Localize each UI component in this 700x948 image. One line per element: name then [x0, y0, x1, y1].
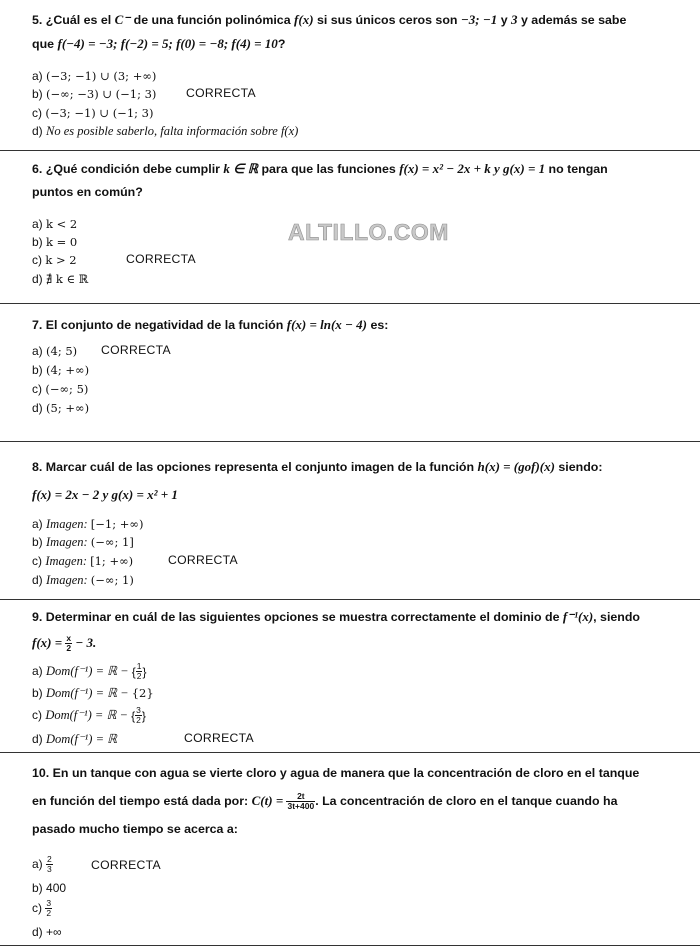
question-9-stem: 9. Determinar en cuál de las siguientes opciones se muestra correctamente el dominio de f⁻¹(x), siendo f(x) = $\frac{x}{2}$ − 3.	[32, 609, 640, 654]
option-d: d) ∄ k ∈ ℝ	[32, 272, 89, 286]
correct-marker: CORRECTA	[101, 343, 171, 357]
option-d: d) (5; +∞)	[32, 401, 90, 415]
correct-marker: CORRECTA	[186, 86, 256, 100]
option-a: a) Imagen: [−1; +∞)	[32, 517, 144, 531]
option-b: b) 400	[32, 881, 67, 895]
option-c: c) (−3; −1) ∪ (−1; 3)	[32, 106, 154, 120]
option-c: c) k > 2	[32, 253, 77, 267]
option-a: a) $\frac{2}{3}$	[32, 854, 52, 875]
correct-marker: CORRECTA	[91, 858, 161, 872]
question-6-stem: 6. ¿Qué condición debe cumplir k ∈ ℝ para que las funciones f(x) = x² − 2x + k y g(x) = 1 no tengan puntos en común?	[32, 161, 608, 199]
option-a: a) (4; 5)	[32, 344, 78, 358]
option-c: c) Imagen: [1; +∞)	[32, 554, 134, 568]
option-c: c) $\frac{3}{2}$	[32, 898, 52, 919]
option-d: d) Imagen: (−∞; 1)	[32, 573, 134, 587]
correct-marker: CORRECTA	[126, 252, 196, 266]
option-a: a) (−3; −1) ∪ (3; +∞)	[32, 69, 157, 83]
watermark: ALTILLO.COM	[288, 219, 449, 245]
divider	[0, 303, 700, 304]
fraction: $\frac{x}{2}$	[66, 633, 72, 654]
divider	[0, 150, 700, 151]
divider	[0, 945, 700, 946]
option-c: c) Dom(f⁻¹) = ℝ − { $\frac{3}{2}$ }	[32, 705, 146, 726]
divider	[0, 441, 700, 442]
option-a: a) Dom(f⁻¹) = ℝ − { $\frac{1}{2}$ }	[32, 661, 147, 682]
correct-marker: CORRECTA	[184, 731, 254, 745]
option-b: b) (4; +∞)	[32, 363, 90, 377]
divider	[0, 599, 700, 600]
option-d: d) Dom(f⁻¹) = ℝ	[32, 732, 118, 746]
correct-marker: CORRECTA	[168, 553, 238, 567]
option-b: b) Imagen: (−∞; 1]	[32, 535, 134, 549]
option-a: a) k < 2	[32, 217, 78, 231]
option-b: b) (−∞; −3) ∪ (−1; 3)	[32, 87, 157, 101]
question-5-stem: 5. ¿Cuál es el C⁻ de una función polinómica f(x) si sus únicos ceros son −3; −1 y 3 y además se sabe que f(−4) = −3; f(−2) = 5; f(0) = −8; f(4) = 10?	[32, 12, 627, 51]
option-c: c) (−∞; 5)	[32, 382, 89, 396]
option-b: b) k = 0	[32, 235, 78, 249]
question-10-stem: 10. En un tanque con agua se vierte cloro y agua de manera que la concentración de cloro en el tanque en función del tiempo está dada por: C(t) = $\frac{2t}{3t+400}$ . La concentración de cloro en el tanque cuando ha pasado mucho tiempo se acerca a:	[32, 766, 640, 836]
option-d: d) +∞	[32, 925, 62, 939]
question-8-stem: 8. Marcar cuál de las opciones representa el conjunto imagen de la función h(x) = (gof)(x) siendo: f(x) = 2x − 2 y g(x) = x² + 1	[32, 459, 603, 502]
fraction: $\frac{2t}{3t+400}$	[287, 791, 315, 812]
question-7-stem: 7. El conjunto de negatividad de la función f(x) = ln(x − 4) es:	[32, 317, 389, 332]
option-d: d) No es posible saberlo, falta información sobre f(x)	[32, 124, 299, 138]
divider	[0, 752, 700, 753]
option-b: b) Dom(f⁻¹) = ℝ − {2}	[32, 686, 154, 700]
